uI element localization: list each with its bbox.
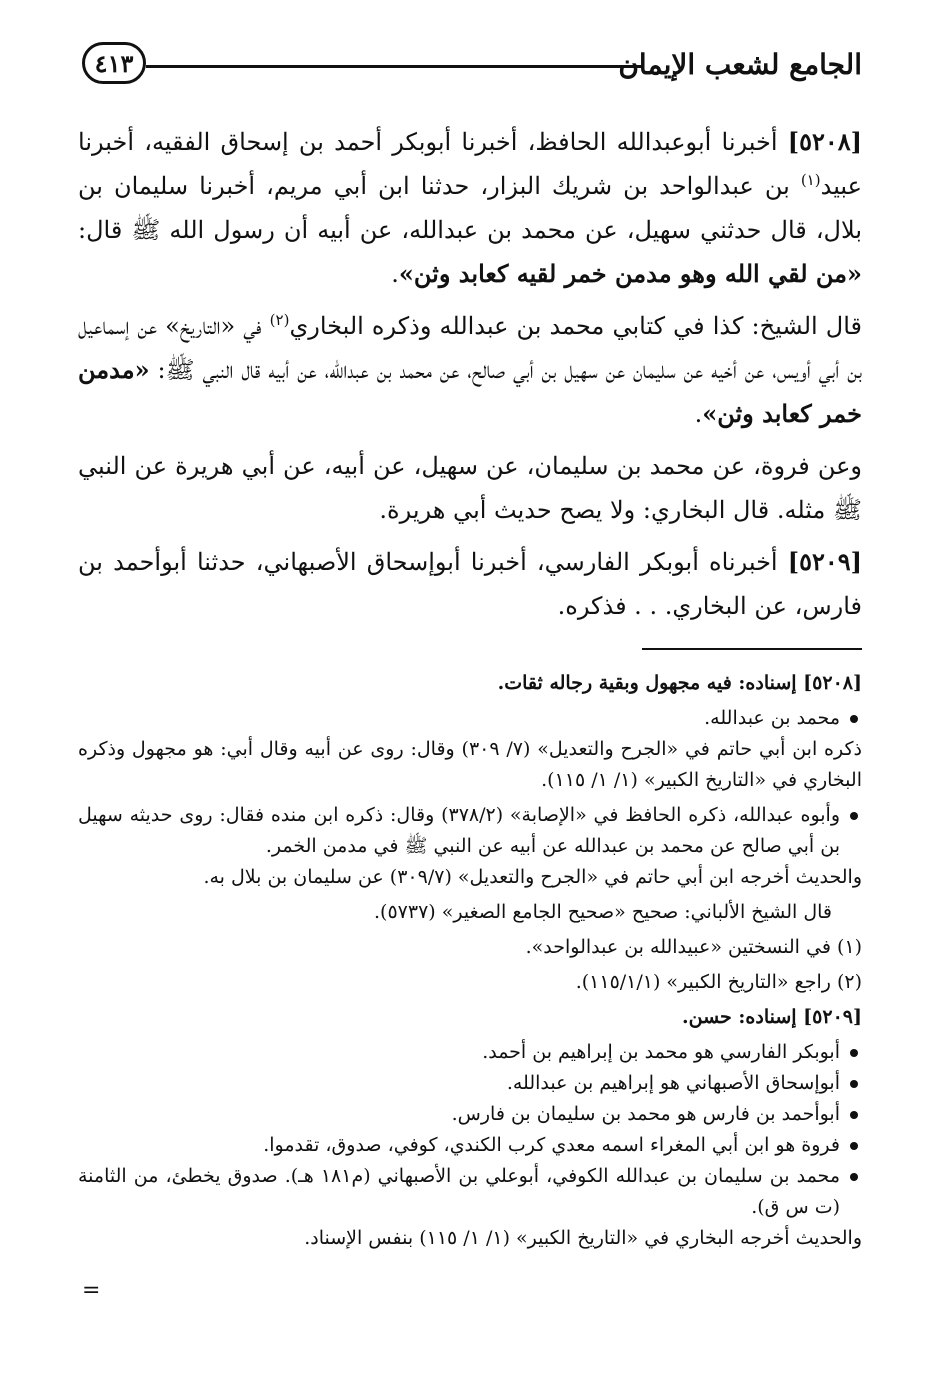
isnad-text: أخبرناه أبوبكر الفارسي، أخبرنا أبوإسحاق الأصبهاني، حدثنا أبوأحمد بن فارس، عن البخاري. . . فذكره. [78,548,862,620]
footnote-1: (١) في النسختين «عبيدالله بن عبدالواحد». [525,936,862,958]
sheikh-comment [78,304,862,436]
note-text: والحديث أخرجه ابن أبي حاتم في «الجرح والتعديل» (٣٠٩/٧) عن سليمان بن بلال به. [203,866,862,888]
header-rule [146,65,644,68]
running-title: الجامع لشعب الإيمان [618,48,862,81]
list-item: وأبوه عبدالله، ذكره الحافظ في «الإصابة» (٣٧٨/٢) وقال: ذكره ابن منده فقال: روى حديثه سهيل بن أبي صالح عن محمد بن عبدالله عن أبيه عن النبي ﷺ في مدمن الخمر. [78,800,862,862]
note-text: والحديث أخرجه البخاري في «التاريخ الكبير» (١/ ١/ ١١٥) بنفس الإسناد. [304,1227,862,1249]
note-5208-list-2 [78,800,862,862]
note-5209-list [78,1037,862,1223]
comment-text: في «التاريخ» عن إسماعيل بن أبي أويس، عن أخيه عن سليمان عن سهيل بن أبي صالح، عن محمد بن عبدالله، عن أبيه قال النبي ﷺ: [78,312,862,384]
period: . [391,260,399,288]
note-text: قال الشيخ الألباني: صحيح «صحيح الجامع الصغير» (٥٧٣٧). [374,901,832,923]
continuation-mark: = [82,1278,101,1303]
note-5209-heading: [٥٢٠٩] إسناده: حسن. [682,1006,862,1028]
list-item: محمد بن سليمان بن عبدالله الكوفي، أبوعلي بن الأصبهاني (م١٨١ هـ). صدوق يخطئ، من الثامنة (ت س ق). [78,1161,862,1223]
isnad-text: أخبرنا أبوعبدالله الحافظ، أخبرنا أبوبكر أحمد بن إسحاق الفقيه، أخبرنا عبيد [78,128,862,200]
list-item: أبوإسحاق الأصبهاني هو إبراهيم بن عبدالله. [78,1068,862,1099]
hadith-number: [٥٢٠٨] [787,127,862,156]
footnote-ref-1: (١) [800,171,821,189]
hadith-5209 [78,540,862,628]
footnote-2: (٢) راجع «التاريخ الكبير» (١١٥/١/١). [575,971,862,993]
footnotes [78,668,862,1258]
page-number: ٤١٣ [82,42,146,84]
period: . [694,400,703,428]
farwa-paragraph: وعن فروة، عن محمد بن سليمان، عن سهيل، عن أبيه، عن أبي هريرة عن النبي ﷺ مثله. قال البخاري: ولا يصح حديث أبي هريرة. [78,452,863,524]
note-5208-heading: [٥٢٠٨] إسناده: فيه مجهول وبقية رجاله ثقات. [497,672,862,694]
list-item: محمد بن عبدالله. [78,703,862,734]
list-item: أبوأحمد بن فارس هو محمد بن سليمان بن فارس. [78,1099,862,1130]
note-5208-list [78,703,862,734]
hadith-matn: «مدمن خمر كعابد وثن» [78,355,862,428]
list-item: فروة هو ابن أبي المغراء اسمه معدي كرب الكندي، كوفي، صدوق، تقدموا. [78,1130,862,1161]
note-text: ذكره ابن أبي حاتم في «الجرح والتعديل» (٧/ ٣٠٩) وقال: روى عن أبيه وقال أبي: هو مجهول وذكره البخاري في «التاريخ الكبير» (١/ ١/ ١١٥). [78,738,862,791]
main-text [78,120,862,636]
list-item: أبوبكر الفارسي هو محمد بن إبراهيم بن أحمد. [78,1037,862,1068]
comment-text: قال الشيخ: كذا في كتابي محمد بن عبدالله وذكره البخاري [289,312,862,340]
hadith-5208 [78,120,862,296]
hadith-matn: «من لقي الله وهو مدمن خمر لقيه كعابد وثن» [398,259,862,288]
hadith-number: [٥٢٠٩] [787,547,862,576]
footnote-ref-2: (٢) [269,311,290,329]
page-header [82,42,862,98]
footnote-separator [642,648,862,650]
isnad-text: بن عبدالواحد بن شريك البزار، حدثنا ابن أبي مريم، أخبرنا سليمان بن بلال، قال حدثني سهيل، عن محمد بن عبدالله، عن أبيه أن رسول الله ﷺ قال: [78,172,862,244]
